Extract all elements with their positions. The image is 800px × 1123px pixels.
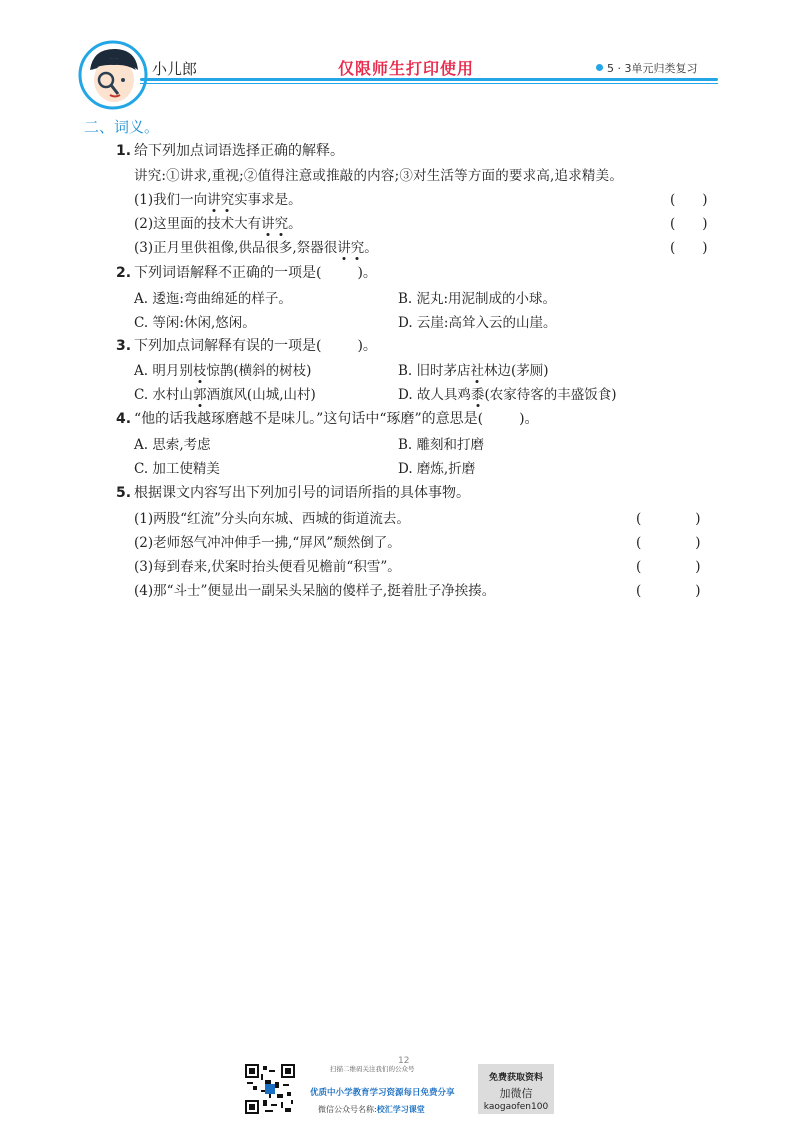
option-b: B. 泥丸:用泥制成的小球。	[398, 291, 557, 307]
answer-blank[interactable]: ( )	[670, 216, 708, 232]
dotted-char: 枝	[192, 363, 207, 379]
brand-name: 小儿郎	[152, 60, 198, 78]
question-5	[116, 482, 470, 502]
answer-blank[interactable]: ( )	[636, 559, 701, 575]
question-number: 5.	[116, 485, 132, 501]
option-a: A. 明月别枝惊鹊(横斜的树枝)	[134, 363, 312, 379]
badge-line-2: 加微信	[499, 1087, 533, 1100]
dotted-char: 究	[350, 240, 365, 256]
q1-item-3: (3)正月里供祖像,供品很多,祭器很讲究。	[134, 240, 378, 256]
qr-code-icon	[245, 1064, 295, 1114]
question-2: 2. 下列词语解释不正确的一项是( )。	[116, 265, 377, 281]
question-stem: 根据课文内容写出下列加引号的词语所指的具体事物。	[134, 485, 470, 501]
dotted-char: 究	[274, 216, 289, 232]
definition: 讲究:①讲求,重视;②值得注意或推敲的内容;③对生活等方面的要求高,追求精美。	[134, 168, 624, 184]
account-line: 微信公众号名称:校汇学习课堂	[318, 1105, 425, 1114]
unit-dot-icon	[596, 64, 603, 71]
question-number: 3.	[116, 338, 132, 354]
question-number: 4.	[116, 411, 132, 427]
answer-blank[interactable]: ( )	[670, 240, 708, 256]
wechat-badge	[478, 1064, 554, 1114]
option-c: C. 水村山郭酒旗风(山城,山村)	[134, 387, 316, 403]
page-number: 12	[398, 1056, 410, 1066]
option-c: C. 等闲:休闲,悠闲。	[134, 315, 256, 331]
q1-item-2: (2)这里面的技术大有讲究。	[134, 216, 302, 232]
share-text: 优质中小学教育学习资源每日免费分享	[310, 1088, 455, 1098]
scan-hint: 扫描二维码关注我们的公众号	[330, 1065, 415, 1073]
dotted-char: 讲	[207, 192, 221, 208]
q5-item-4: (4)那“斗士”便显出一副呆头呆脑的傻样子,挺着肚子净挨揍。	[134, 583, 496, 599]
account-name: 校汇学习课堂	[376, 1105, 425, 1114]
dotted-char: 社	[470, 363, 485, 379]
question-3: 3. 下列加点词解释有误的一项是( )。	[116, 338, 377, 354]
answer-blank[interactable]: ( )	[670, 192, 708, 208]
answer-blank[interactable]: ( )	[636, 535, 701, 551]
q5-item-1: (1)两股“红流”分头向东城、西城的街道流去。	[134, 511, 410, 527]
print-notice: 仅限师生打印使用	[338, 59, 475, 78]
badge-line-1: 免费获取资料	[488, 1073, 543, 1083]
header-rule-thin	[140, 83, 718, 84]
dotted-char: 讲	[337, 240, 351, 256]
question-number: 1.	[116, 143, 132, 159]
dotted-char: 讲	[261, 216, 275, 232]
question-1	[116, 140, 344, 160]
section-title: 二、词义。	[84, 118, 160, 136]
unit-label	[596, 60, 698, 76]
question-number: 2.	[116, 265, 132, 281]
q5-item-3: (3)每到春来,伏案时抬头便看见檐前“积雪”。	[134, 559, 401, 575]
answer-blank[interactable]: ( )	[636, 511, 701, 527]
option-a: A. 逶迤:弯曲绵延的样子。	[134, 291, 292, 307]
badge-line-3: kaogaofen100	[483, 1102, 549, 1112]
option-d: D. 磨炼,折磨	[398, 461, 476, 477]
option-b: B. 雕刻和打磨	[398, 437, 485, 453]
unit-text: 5 · 3单元归类复习	[607, 62, 698, 75]
q5-item-2: (2)老师怒气冲冲伸手一拂,“屏风”颓然倒了。	[134, 535, 401, 551]
dotted-char: 黍	[470, 387, 485, 403]
question-4: 4. “他的话我越琢磨越不是味儿。”这句话中“琢磨”的意思是( )。	[116, 411, 539, 427]
dotted-char: 究	[220, 192, 235, 208]
option-c: C. 加工使精美	[134, 461, 220, 477]
dotted-char: 郭	[192, 387, 207, 403]
answer-blank[interactable]: ( )	[636, 583, 701, 599]
option-d: D. 云崖:高耸入云的山崖。	[398, 315, 557, 331]
boy-magnifier-logo-icon	[78, 40, 148, 110]
option-b: B. 旧时茅店社林边(茅厕)	[398, 363, 549, 379]
option-d: D. 故人具鸡黍(农家待客的丰盛饭食)	[398, 387, 617, 403]
q1-item-1: (1)我们一向讲究实事求是。	[134, 192, 302, 208]
header-rule	[140, 78, 718, 81]
option-a: A. 思索,考虑	[134, 437, 211, 453]
question-stem: 给下列加点词语选择正确的解释。	[134, 143, 344, 159]
